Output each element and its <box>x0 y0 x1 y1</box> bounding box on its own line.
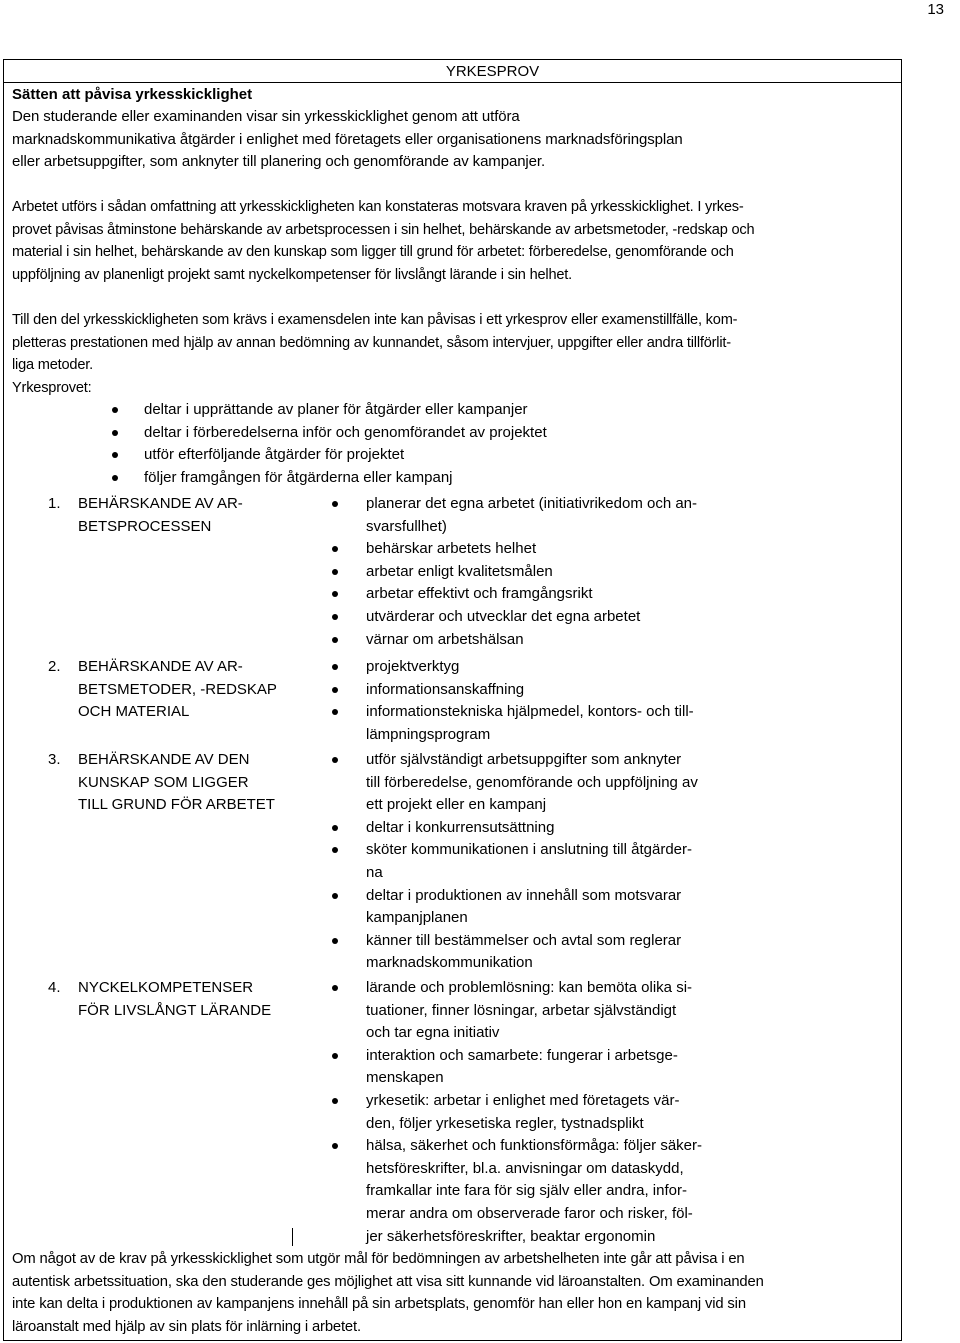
text-line: autentisk arbetssituation, ska den studerande ges möjlighet att visa sitt kunnande vid läroanstalten. Om examinanden <box>12 1273 764 1290</box>
text-line: Om något av de krav på yrkesskicklighet som utgör mål för bedömningen av arbetshelheten inte går att påvisa i en <box>12 1251 745 1267</box>
text-line: material i sin helhet, behärskande av den kunskap som ligger till grund för arbetet: förberedelse, genomförande och <box>12 244 734 261</box>
category-number: 1. <box>48 495 61 512</box>
list-item: deltar i upprättande av planer för åtgärder eller kampanjer <box>144 399 744 422</box>
category-line: BEHÄRSKANDE AV AR- <box>78 495 243 512</box>
text-line: Den studerande eller examinanden visar sin yrkesskicklighet genom att utföra <box>12 108 520 125</box>
column-divider <box>292 1228 293 1246</box>
category-3 <box>48 749 278 817</box>
category-line: TILL GRUND FÖR ARBETET <box>78 796 275 814</box>
criterion-item: lärande och problemlösning: kan bemöta olika si- tuationer, finner lösningar, arbetar självständigt och tar egna initiativ <box>366 977 766 1045</box>
criterion-item: arbetar effektivt och framgångsrikt <box>366 583 766 606</box>
category-line: BEHÄRSKANDE AV AR- <box>78 658 243 675</box>
criterion-item: yrkesetik: arbetar i enlighet med företagets vär- den, följer yrkesetiska regler, tystnadsplikt <box>366 1090 766 1135</box>
text-line: liga metoder. <box>12 357 93 374</box>
text-line: Arbetet utförs i sådan omfattning att yrkesskickligheten kan konstateras motsvara kraven på yrkesskicklighet. I yrkes- <box>12 199 744 215</box>
category-line: BETSPROCESSEN <box>78 517 212 535</box>
header-title: YRKESPROV <box>445 63 540 80</box>
section-title: Sätten att påvisa yrkesskicklighet <box>12 86 253 103</box>
criterion-item: interaktion och samarbete: fungerar i arbetsge- menskapen <box>366 1045 766 1090</box>
criterion-item: känner till bestämmelser och avtal som reglerar marknadskommunikation <box>366 930 766 975</box>
page-number: 13 <box>927 1 944 18</box>
category-2 <box>48 656 278 724</box>
criterion-item: hälsa, säkerhet och funktionsförmåga: följer säker- hetsföreskrifter, bl.a. anvisningar om dataskydd, framkallar inte fara för sig själv eller andra, infor- merar andra om observerade faror och risker, föl- jer säkerhetsföreskrifter, beaktar ergonomin <box>366 1135 766 1248</box>
category-line: FÖR LIVSLÅNGT LÄRANDE <box>78 1001 272 1019</box>
category-4 <box>48 977 278 1022</box>
text-line: uppföljning av planenligt projekt samt nyckelkompetenser för livslångt lärande i sin helhet. <box>12 266 572 283</box>
category-line: BEHÄRSKANDE AV DEN <box>78 751 250 768</box>
criterion-item: utvärderar och utvecklar det egna arbetet <box>366 606 766 629</box>
text-line: provet påvisas åtminstone behärskande av arbetsprocessen i sin helhet, behärskande av arbetsmetoder, -redskap och <box>12 221 755 238</box>
category-line: NYCKELKOMPETENSER <box>78 979 254 996</box>
category-1 <box>48 493 278 538</box>
category-number: 4. <box>48 979 61 996</box>
criterion-item: deltar i konkurrensutsättning <box>366 817 766 840</box>
list-item: deltar i förberedelserna inför och genomförandet av projektet <box>144 422 744 445</box>
requirements-paragraph <box>12 196 900 286</box>
criteria-list-1 <box>366 493 766 651</box>
category-number: 3. <box>48 751 61 768</box>
criterion-item: projektverktyg <box>366 656 766 679</box>
content-frame <box>3 59 902 1341</box>
text-line: inte kan delta i produktionen av kampanjens innehåll på sin arbetsplats, genomför han eller hon en kampanj vid sin <box>12 1296 746 1313</box>
criterion-item: arbetar enligt kvalitetsmålen <box>366 561 766 584</box>
category-line: BETSMETODER, -REDSKAP <box>78 680 277 698</box>
category-line: OCH MATERIAL <box>78 703 190 721</box>
yrkesprovet-list <box>144 399 744 489</box>
text-line: marknadskommunikativa åtgärder i enlighet med företagets eller organisationens marknadsföringsplan <box>12 130 683 148</box>
criterion-item: utför självständigt arbetsuppgifter som anknyter till förberedelse, genomförande och uppföljning av ett projekt eller en kampanj <box>366 749 766 817</box>
category-number: 2. <box>48 658 61 675</box>
criteria-list-2 <box>366 656 766 746</box>
intro-paragraph <box>12 106 892 174</box>
criterion-item: deltar i produktionen av innehåll som motsvarar kampanjplanen <box>366 885 766 930</box>
closing-paragraph <box>12 1248 898 1338</box>
text-line: läroanstalt med hjälp av sin plats för inlärning i arbetet. <box>12 1318 361 1335</box>
text-line: Till den del yrkesskickligheten som krävs i examensdelen inte kan påvisas i ett yrkesprov eller examenstillfälle, kom- <box>12 312 738 328</box>
yrkesprovet-label: Yrkesprovet: <box>12 379 92 396</box>
criterion-item: informationsanskaffning <box>366 679 766 702</box>
list-item: utför efterföljande åtgärder för projektet <box>144 444 744 467</box>
criteria-list-3 <box>366 749 766 975</box>
category-line: KUNSKAP SOM LIGGER <box>78 773 249 791</box>
criterion-item: behärskar arbetets helhet <box>366 538 766 561</box>
supplement-paragraph <box>12 309 900 399</box>
list-item: följer framgången för åtgärderna eller kampanj <box>144 467 744 490</box>
criterion-item: sköter kommunikationen i anslutning till åtgärder- na <box>366 839 766 884</box>
criteria-list-4 <box>366 977 766 1248</box>
frame-header <box>4 60 901 83</box>
criterion-item: planerar det egna arbetet (initiativrikedom och an- svarsfullhet) <box>366 493 766 538</box>
text-line: pletteras prestationen med hjälp av annan bedömning av kunnandet, såsom intervjuer, uppgifter eller andra tillförlit- <box>12 334 731 351</box>
criterion-item: värnar om arbetshälsan <box>366 629 766 652</box>
criterion-item: informationstekniska hjälpmedel, kontors- och till- lämpningsprogram <box>366 701 766 746</box>
text-line: eller arbetsuppgifter, som anknyter till planering och genomförande av kampanjer. <box>12 153 546 171</box>
